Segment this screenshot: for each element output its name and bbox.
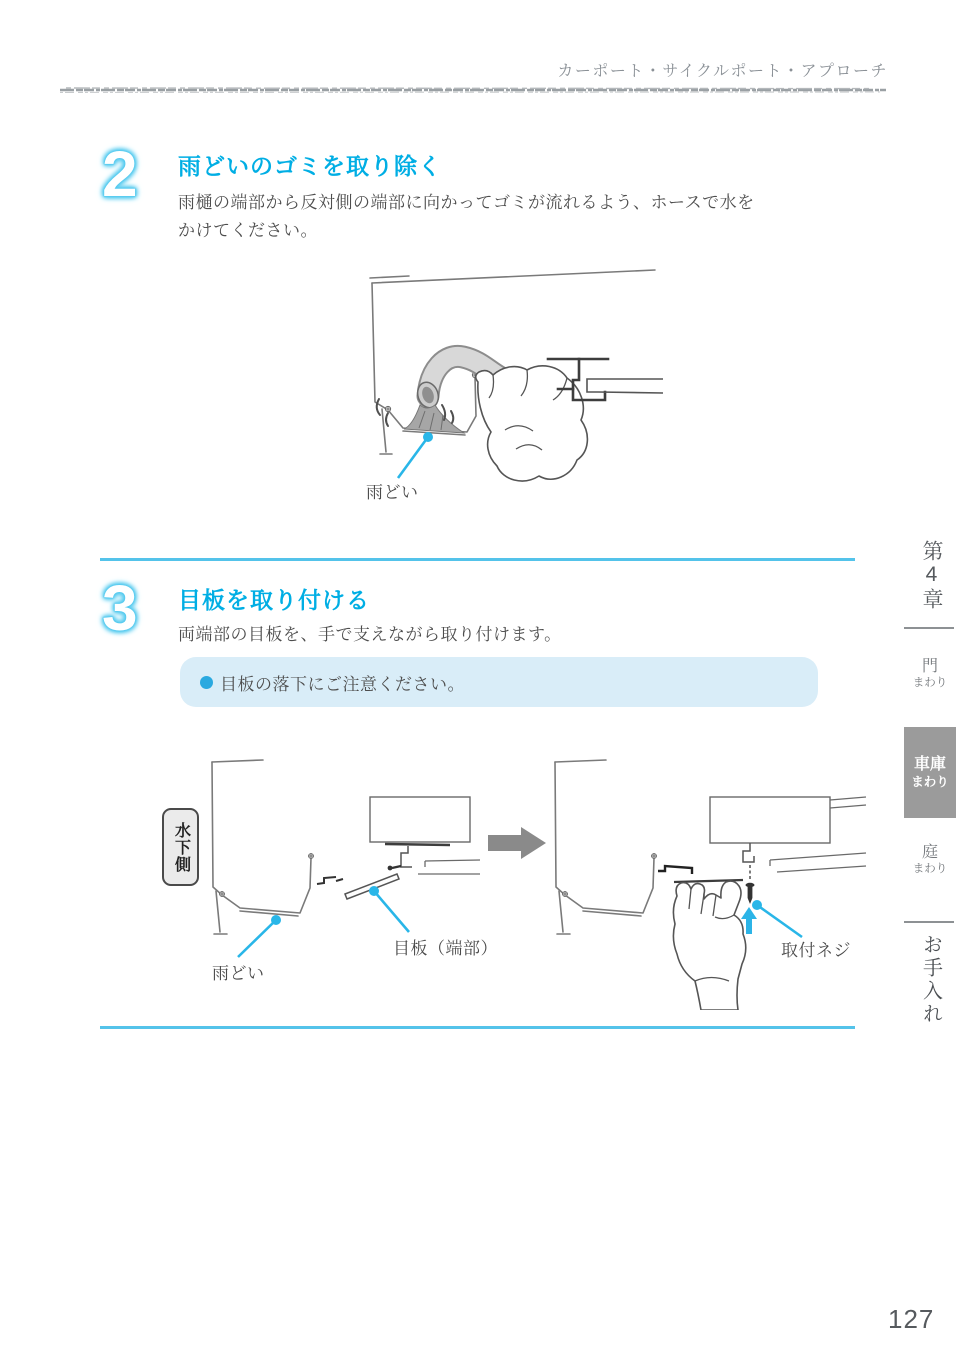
hand-outline	[476, 366, 588, 481]
sidebar-tab-garage-active: 車庫 まわり	[904, 727, 956, 818]
leader-gutter-2	[238, 915, 281, 957]
right-bracket	[743, 843, 754, 862]
right-screw-marks	[562, 853, 657, 897]
leader-plate	[369, 886, 409, 932]
left-bracket	[401, 846, 412, 867]
left-frame	[370, 797, 470, 842]
right-band	[770, 853, 866, 872]
sidebar-separator-bottom	[904, 921, 954, 923]
step-2-body-line1: 雨樋の端部から反対側の端部に向かってゴミが流れるよう、ホースで水を	[178, 193, 755, 212]
left-band	[418, 860, 480, 874]
page-number: 127	[888, 1304, 935, 1334]
figure2-gutter-label: 雨どい	[212, 964, 265, 983]
right-frame	[710, 797, 830, 843]
step-2-title: 雨どいのゴミを取り除く	[178, 153, 442, 179]
step-3-body: 両端部の目板を、手で支えながら取り付けます。	[178, 625, 562, 644]
left-gutter-section	[212, 760, 311, 934]
step-3-number: 3	[102, 572, 138, 644]
rail-panel	[587, 379, 663, 393]
caution-note-text: 目板の落下にご注意ください。	[220, 674, 465, 694]
sidebar-separator-top	[904, 627, 954, 629]
right-clip	[658, 866, 692, 874]
next-step-arrow-icon	[488, 827, 546, 859]
left-screw-marks	[219, 853, 314, 897]
figure2-screw-label: 取付ネジ	[781, 941, 851, 960]
hand-pushing-up	[673, 881, 745, 1010]
sidebar-chapter-label: 第4章	[920, 540, 943, 611]
step-2-body-line2: かけてください。	[178, 221, 318, 240]
sidebar-tab-gate: 門 まわり	[912, 658, 948, 689]
rough-separator-line	[60, 84, 886, 96]
section-divider-top	[100, 558, 855, 561]
water-stream	[404, 405, 464, 433]
leader-gutter	[398, 432, 433, 478]
water-downstream-side-label: 水下側	[162, 808, 199, 886]
note-bullet-icon	[200, 676, 213, 689]
mounting-screw-icon	[746, 883, 755, 904]
left-clip	[317, 877, 343, 884]
figure1-gutter-label: 雨どい	[366, 483, 419, 502]
step-3-title: 目板を取り付ける	[178, 587, 370, 613]
leader-screw	[752, 900, 802, 937]
figure-hose-cleaning-gutter	[345, 258, 675, 508]
sidebar-tab-garden: 庭 まわり	[912, 844, 948, 875]
section-divider-bottom	[100, 1026, 855, 1029]
caution-note-box	[180, 657, 818, 707]
sidebar-care-label: お手入れ	[919, 934, 942, 1026]
page-header-title: カーポート・サイクルポート・アプローチ	[557, 63, 888, 80]
right-gutter-section	[555, 760, 654, 934]
figure2-plate-label: 目板（端部）	[393, 939, 498, 958]
step-2-number: 2	[102, 138, 138, 210]
